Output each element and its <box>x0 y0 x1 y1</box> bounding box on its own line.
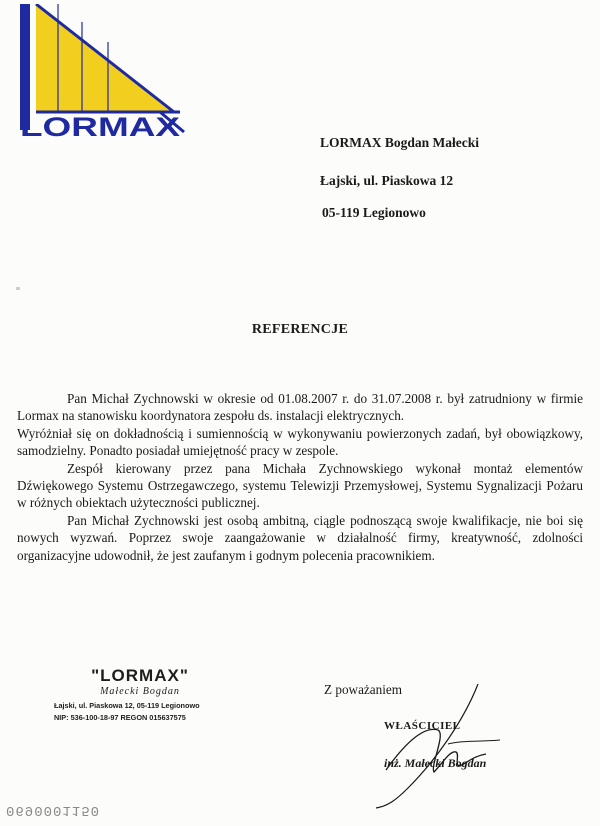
document-number: 0690001150 <box>6 802 101 818</box>
owner-name: inż. Małecki Bogdan <box>384 756 487 770</box>
handwritten-signature <box>346 680 516 810</box>
stamp-address: Łajski, ul. Piaskowa 12, 05-119 Legionowo <box>54 701 200 710</box>
stamp-company-name: "LORMAX" <box>91 666 189 685</box>
stamp-tax-ids: NIP: 536-100-18-97 REGON 015637575 <box>54 713 186 722</box>
company-stamp <box>54 666 226 722</box>
paragraph-qualities: Wyróżniał się on dokładnością i sumiennością w wykonywaniu powierzonych zadań, był obowiązkowy, samodzielny. Ponadto posiadał umiejętność pracy w zespole. <box>17 425 583 459</box>
sender-street: Łajski, ul. Piaskowa 12 <box>320 173 454 188</box>
closing-regards: Z poważaniem <box>324 682 402 697</box>
owner-title: WŁAŚCICIEL <box>384 720 461 732</box>
sender-company: LORMAX Bogdan Małecki <box>320 135 480 150</box>
svg-text:LORMAX: LORMAX <box>20 112 180 140</box>
reference-body <box>17 390 583 564</box>
document-title: REFERENCJE <box>251 322 349 337</box>
stamp-owner-name: Małecki Bogdan <box>100 686 180 697</box>
paragraph-employment: Pan Michał Zychnowski w okresie od 01.08.2007 r. do 31.07.2008 r. był zatrudniony w firmie Lormax na stanowisku koordynatora zespołu ds. instalacji elektrycznych. <box>17 391 583 424</box>
sender-postal: 05-119 Legionowo <box>322 205 426 220</box>
paragraph-projects: Zespół kierowany przez pana Michała Zychnowskiego wykonał montaż elementów Dźwiękowego Systemu Ostrzegawczego, systemu Telewizji Przemysłowej, Systemu Sygnalizacji Pożaru w różnych obiektach użyteczności publicznej. <box>17 460 583 511</box>
scan-speck <box>16 287 20 290</box>
paragraph-recommendation: Pan Michał Zychnowski jest osobą ambitną, ciągle podnoszącą swoje kwalifikacje, nie boi się nowych wyzwań. Poprzez swoje zaangażowanie w działalność firmy, kreatywność, zdolności organizacyjne udowodnił, że jest zaufanym i godnym polecenia pracownikiem. <box>17 512 583 563</box>
lormax-logo <box>14 4 186 140</box>
